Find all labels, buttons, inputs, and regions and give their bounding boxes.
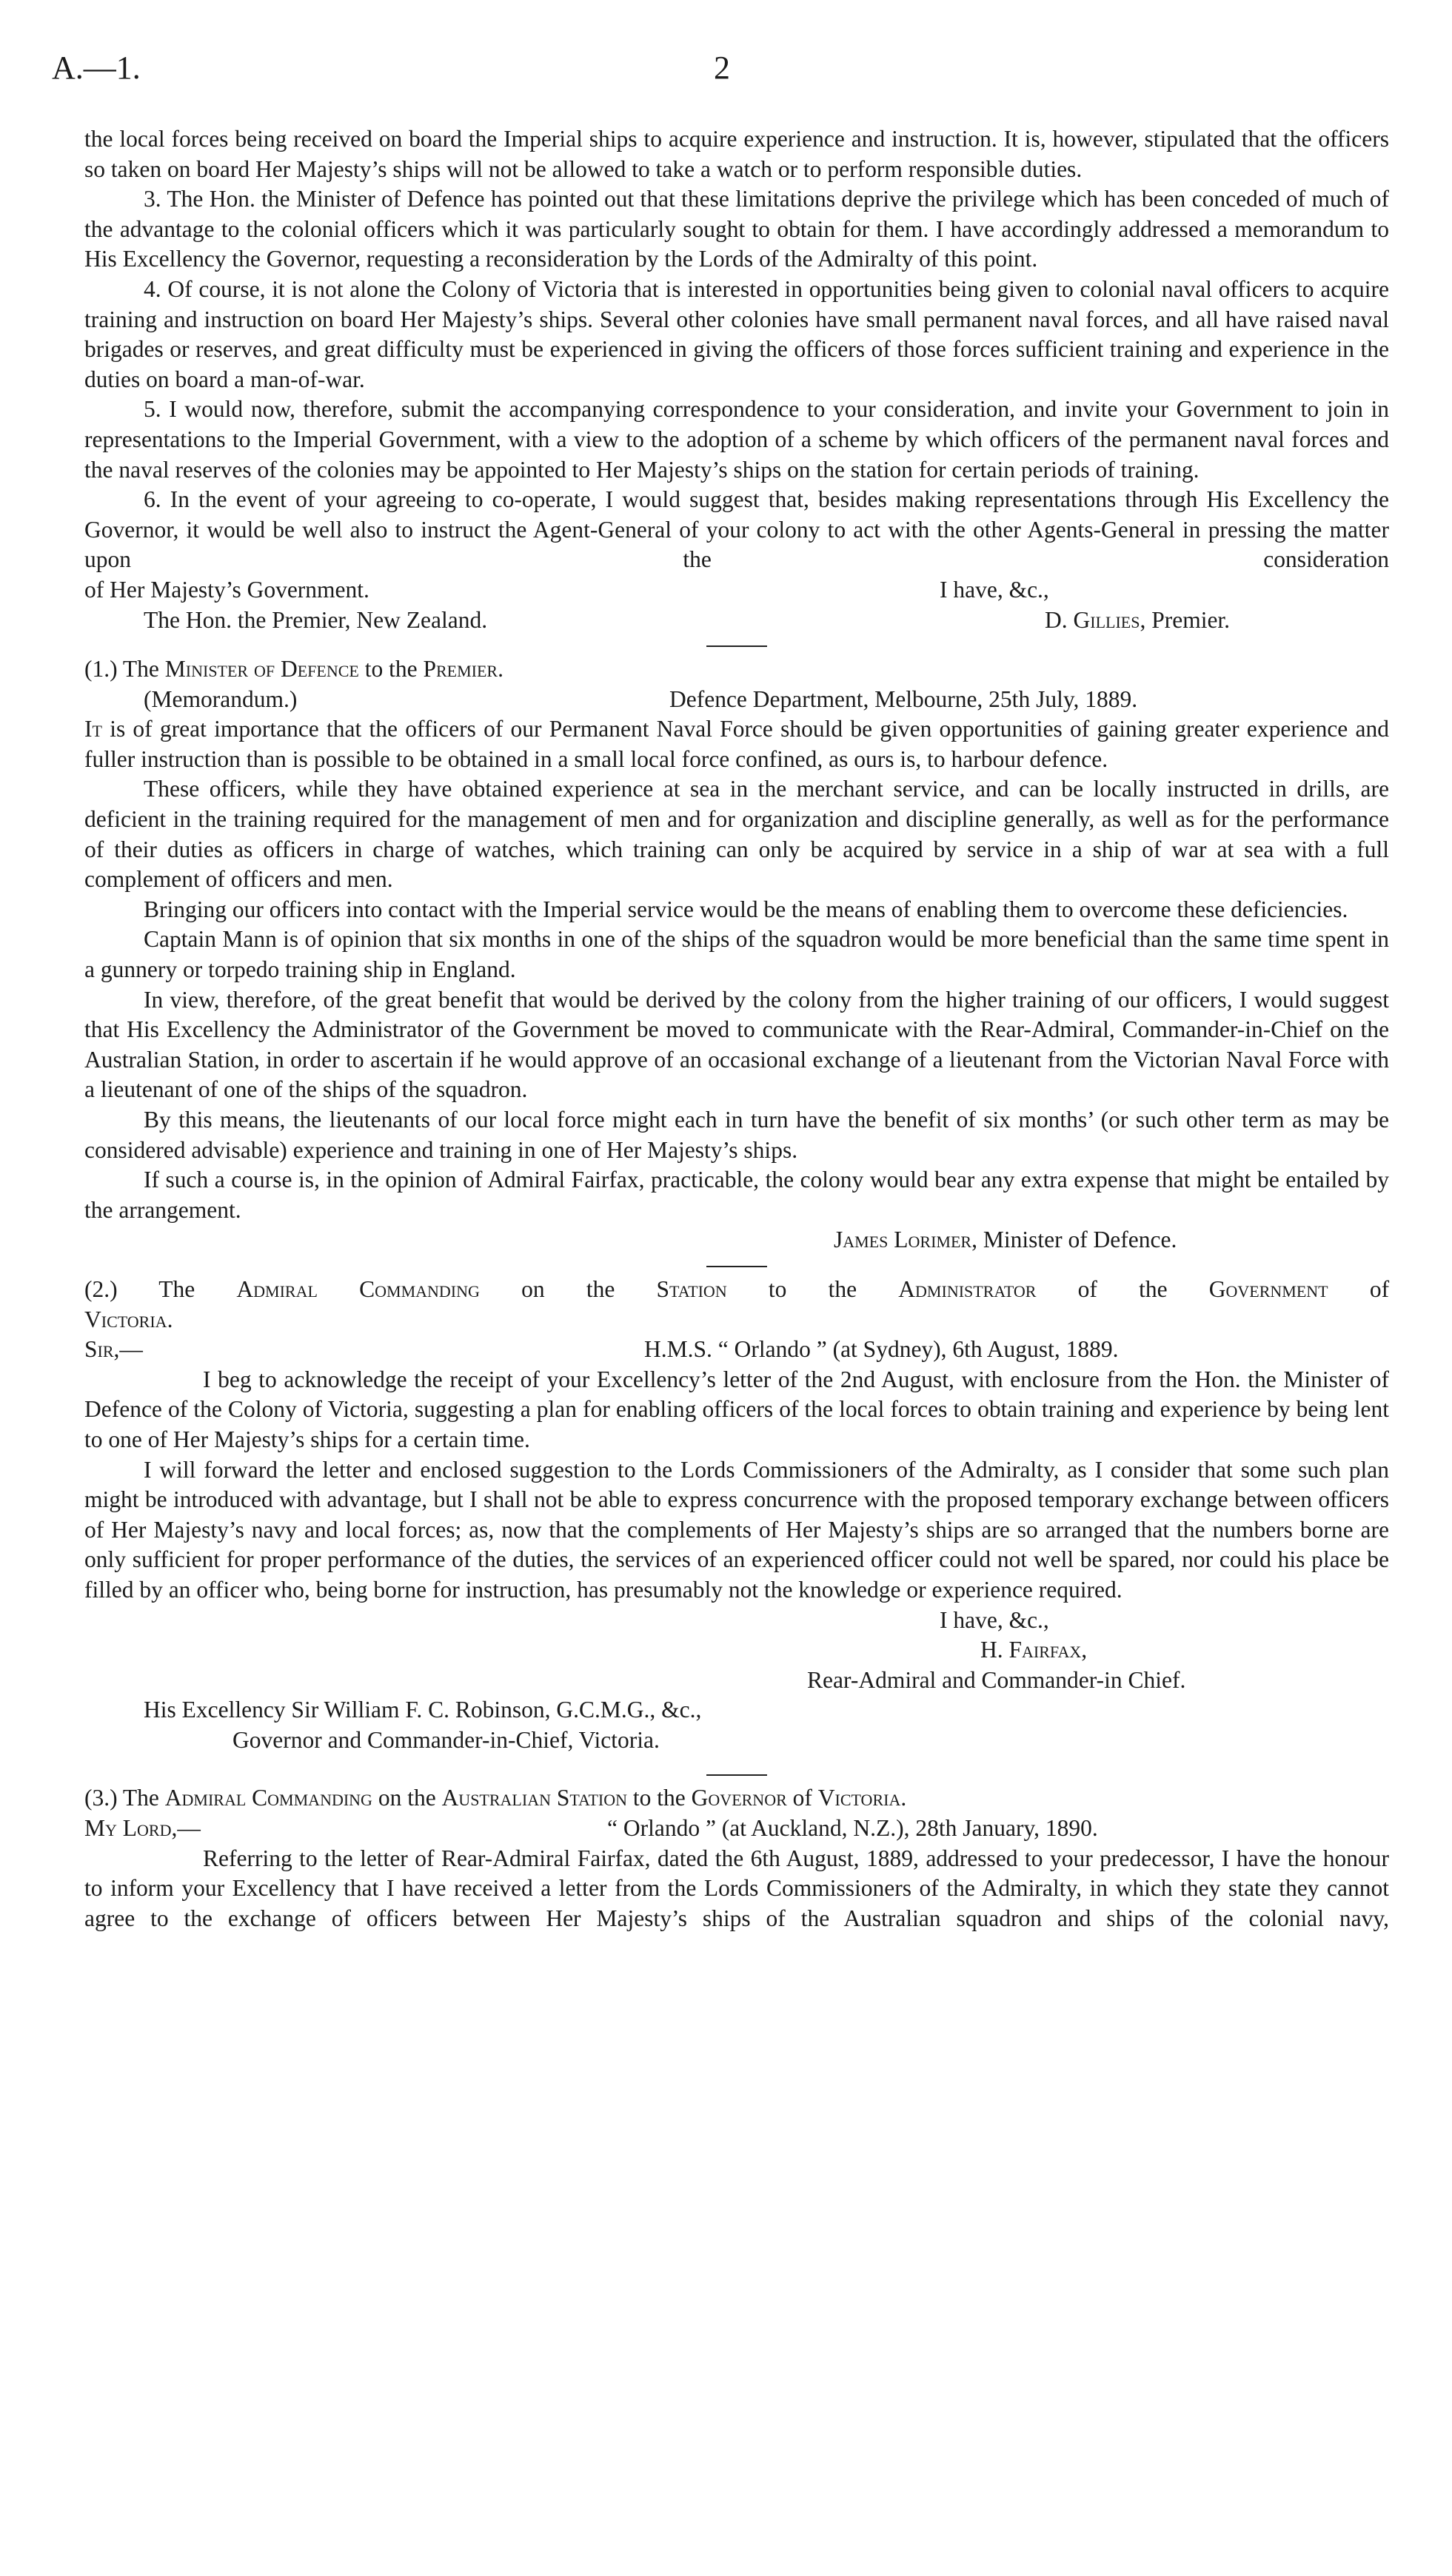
paragraph-5: 5. I would now, therefore, submit the accompanying correspondence to your consideration, and invite your Government to join in representations to the Imperial Government, with a view to the adoption of a scheme by which officers of the permanent naval forces and the naval reserves of the colonies may be appointed to Her Majesty’s ships on the station for certain periods of training. (84, 396, 1389, 483)
section-divider (706, 1774, 767, 1776)
paragraph-3: 3. The Hon. the Minister of Defence has pointed out that these limitations deprive the privilege which has been conceded of much of the advantage to the colonial officers which it was particularly sought to obtain for them. I have accordingly addressed a memorandum to His Excellency the Governor, requesting a reconsideration by the Lords of the Admiralty of this point. (84, 186, 1389, 272)
paragraph-4: 4. Of course, it is not alone the Colony of Victoria that is interested in opportunities being given to colonial naval officers to acquire training and instruction on board Her Majesty’s ships. Several other colonies have small permanent naval forces, and all have raised naval brigades or reserves, and great difficulty must be experienced in giving the officers of those forces sufficient training and experience in the duties on board a man-of-war. (84, 275, 1389, 392)
page-header (52, 46, 1392, 90)
paragraph-6-last-line: of Her Majesty’s Government. (84, 576, 369, 603)
section-1-paragraph-5: In view, therefore, of the great benefit that would be derived by the colony from the higher training of our officers, I would suggest that His Excellency the Administrator of the Government be moved to communicate with the Rear-Admiral, Commander-in-Chief on the Australian Station, in order to ascertain if he would approve of an occasional exchange of a lieutenant from the Victorian Naval Force with a lieutenant of one of the ships of the squadron. (84, 986, 1389, 1103)
section-2-signature-row (84, 1635, 1389, 1666)
document-reference: A.—1. (52, 50, 141, 86)
dateline: “ Orlando ” (at Auckland, N.Z.), 28th January, 1890. (607, 1815, 1098, 1842)
section-1-paragraph-3: Bringing our officers into contact with the Imperial service would be the means of enabling them to overcome these deficiencies. (144, 896, 1348, 922)
signature: James Lorimer, Minister of Defence. (834, 1227, 1177, 1253)
signer-title: Rear-Admiral and Commander-in Chief. (807, 1666, 1186, 1693)
page-number: 2 (714, 50, 730, 86)
section-1-paragraph-4: Captain Mann is of opinion that six months in one of the ships of the squadron would be more beneficial than the same time spent in a gunnery or torpedo training ship in England. (84, 926, 1389, 983)
signature: H. Fairfax, (980, 1637, 1088, 1663)
section-3-paragraph-1: Referring to the letter of Rear-Admiral Fairfax, dated the 6th August, 1889, addressed to your predecessor, I have the honour to inform your Excellency that I have received a letter from the Lords Commissioners of the Admiralty, in which they state they cannot agree to the exchange of officers between Her Majesty’s ships of the Australian squadron and ships of the colonial navy, (84, 1845, 1389, 1931)
closing-row (84, 575, 1389, 606)
section-3-salutation-row (84, 1814, 1389, 1844)
section-2-heading-line-2: Victoria. (84, 1306, 173, 1332)
addressee: The Hon. the Premier, New Zealand. (144, 606, 488, 633)
memo-label: (Memorandum.) (144, 685, 298, 712)
section-1-paragraph-6: By this means, the lieutenants of our local force might each in turn have the benefit of six months’ (or such other term as may be considered advisable) experience and training in one of Her Majesty’s ships. (84, 1107, 1389, 1163)
section-1-heading: (1.) The Minister of Defence to the Premier. (84, 656, 503, 682)
section-1-signature-row (84, 1225, 1389, 1255)
addressee-line-2: Governor and Commander-in-Chief, Victoria. (232, 1726, 660, 1753)
document-body (84, 124, 1389, 1933)
dateline: H.M.S. “ Orlando ” (at Sydney), 6th August, 1889. (644, 1336, 1119, 1363)
section-divider (706, 1266, 767, 1267)
closing-phrase: I have, &c., (940, 576, 1049, 603)
section-divider (706, 645, 767, 647)
addressee-signature-row (84, 606, 1389, 636)
dateline: Defence Department, Melbourne, 25th July, 1889. (669, 685, 1138, 712)
section-2-signer-title-row (84, 1666, 1389, 1696)
section-1-paragraph-7: If such a course is, in the opinion of Admiral Fairfax, practicable, the colony would bear any extra expense that might be entailed by the arrangement. (84, 1167, 1389, 1223)
continuation-paragraph: the local forces being received on board the Imperial ships to acquire experience and instruction. It is, however, stipulated that the officers so taken on board Her Majesty’s ships will not be allowed to take a watch or to perform responsible duties. (84, 126, 1389, 182)
section-3-heading: (3.) The Admiral Commanding on the Australian Station to the Governor of Victoria. (84, 1785, 907, 1811)
section-1-paragraph-1: It is of great importance that the officers of our Permanent Naval Force should be given opportunities of gaining greater experience and fuller instruction than is possible to be obtained in a small local force confined, as ours is, to harbour defence. (84, 716, 1390, 772)
signature: D. Gillies, Premier. (1045, 606, 1231, 633)
salutation: My Lord,— (84, 1815, 201, 1842)
section-2-paragraph-1: I beg to acknowledge the receipt of your Excellency’s letter of the 2nd August, with enclosure from the Hon. the Minister of Defence of the Colony of Victoria, suggesting a plan for enabling officers of the local forces to obtain training and experience by being lent to one of Her Majesty’s ships for a certain time. (84, 1366, 1389, 1452)
section-2-closing-row (84, 1606, 1389, 1636)
section-1-paragraph-2: These officers, while they have obtained experience at sea in the merchant service, and can be locally instructed in drills, are deficient in the training required for the management of men and for organization and discipline generally, as well as for the performance of their duties as officers in charge of watches, which training can only be acquired by service in a ship of war at sea with a full complement of officers and men. (84, 776, 1389, 893)
memo-dateline-row (84, 685, 1389, 715)
addressee-line-1: His Excellency Sir William F. C. Robinson, G.C.M.G., &c., (144, 1697, 702, 1723)
salutation: Sir,— (84, 1336, 143, 1363)
paragraph-6: 6. In the event of your agreeing to co-operate, I would suggest that, besides making representations through His Excellency the Governor, it would be well also to instruct the Agent-General of your colony to act with the other Agents-General in pressing the matter upon the consideration (84, 486, 1389, 573)
section-2-paragraph-2: I will forward the letter and enclosed suggestion to the Lords Commissioners of the Admiralty, as I consider that some such plan might be introduced with advantage, but I shall not be able to express concurrence with the proposed temporary exchange between officers of Her Majesty’s navy and local forces; as, now that the complements of Her Majesty’s ships are so arranged that the numbers borne are only sufficient for proper performance of the duties, the services of an experienced officer could not well be spared, nor could his place be filled by an officer who, being borne for instruction, has presumably not the knowledge or experience required. (84, 1456, 1389, 1603)
section-2-heading: (2.) The Admiral Commanding on the Station to the Administrator of the Government of (84, 1275, 1390, 1302)
section-2-salutation-row (84, 1335, 1389, 1365)
closing-phrase: I have, &c., (940, 1606, 1049, 1633)
